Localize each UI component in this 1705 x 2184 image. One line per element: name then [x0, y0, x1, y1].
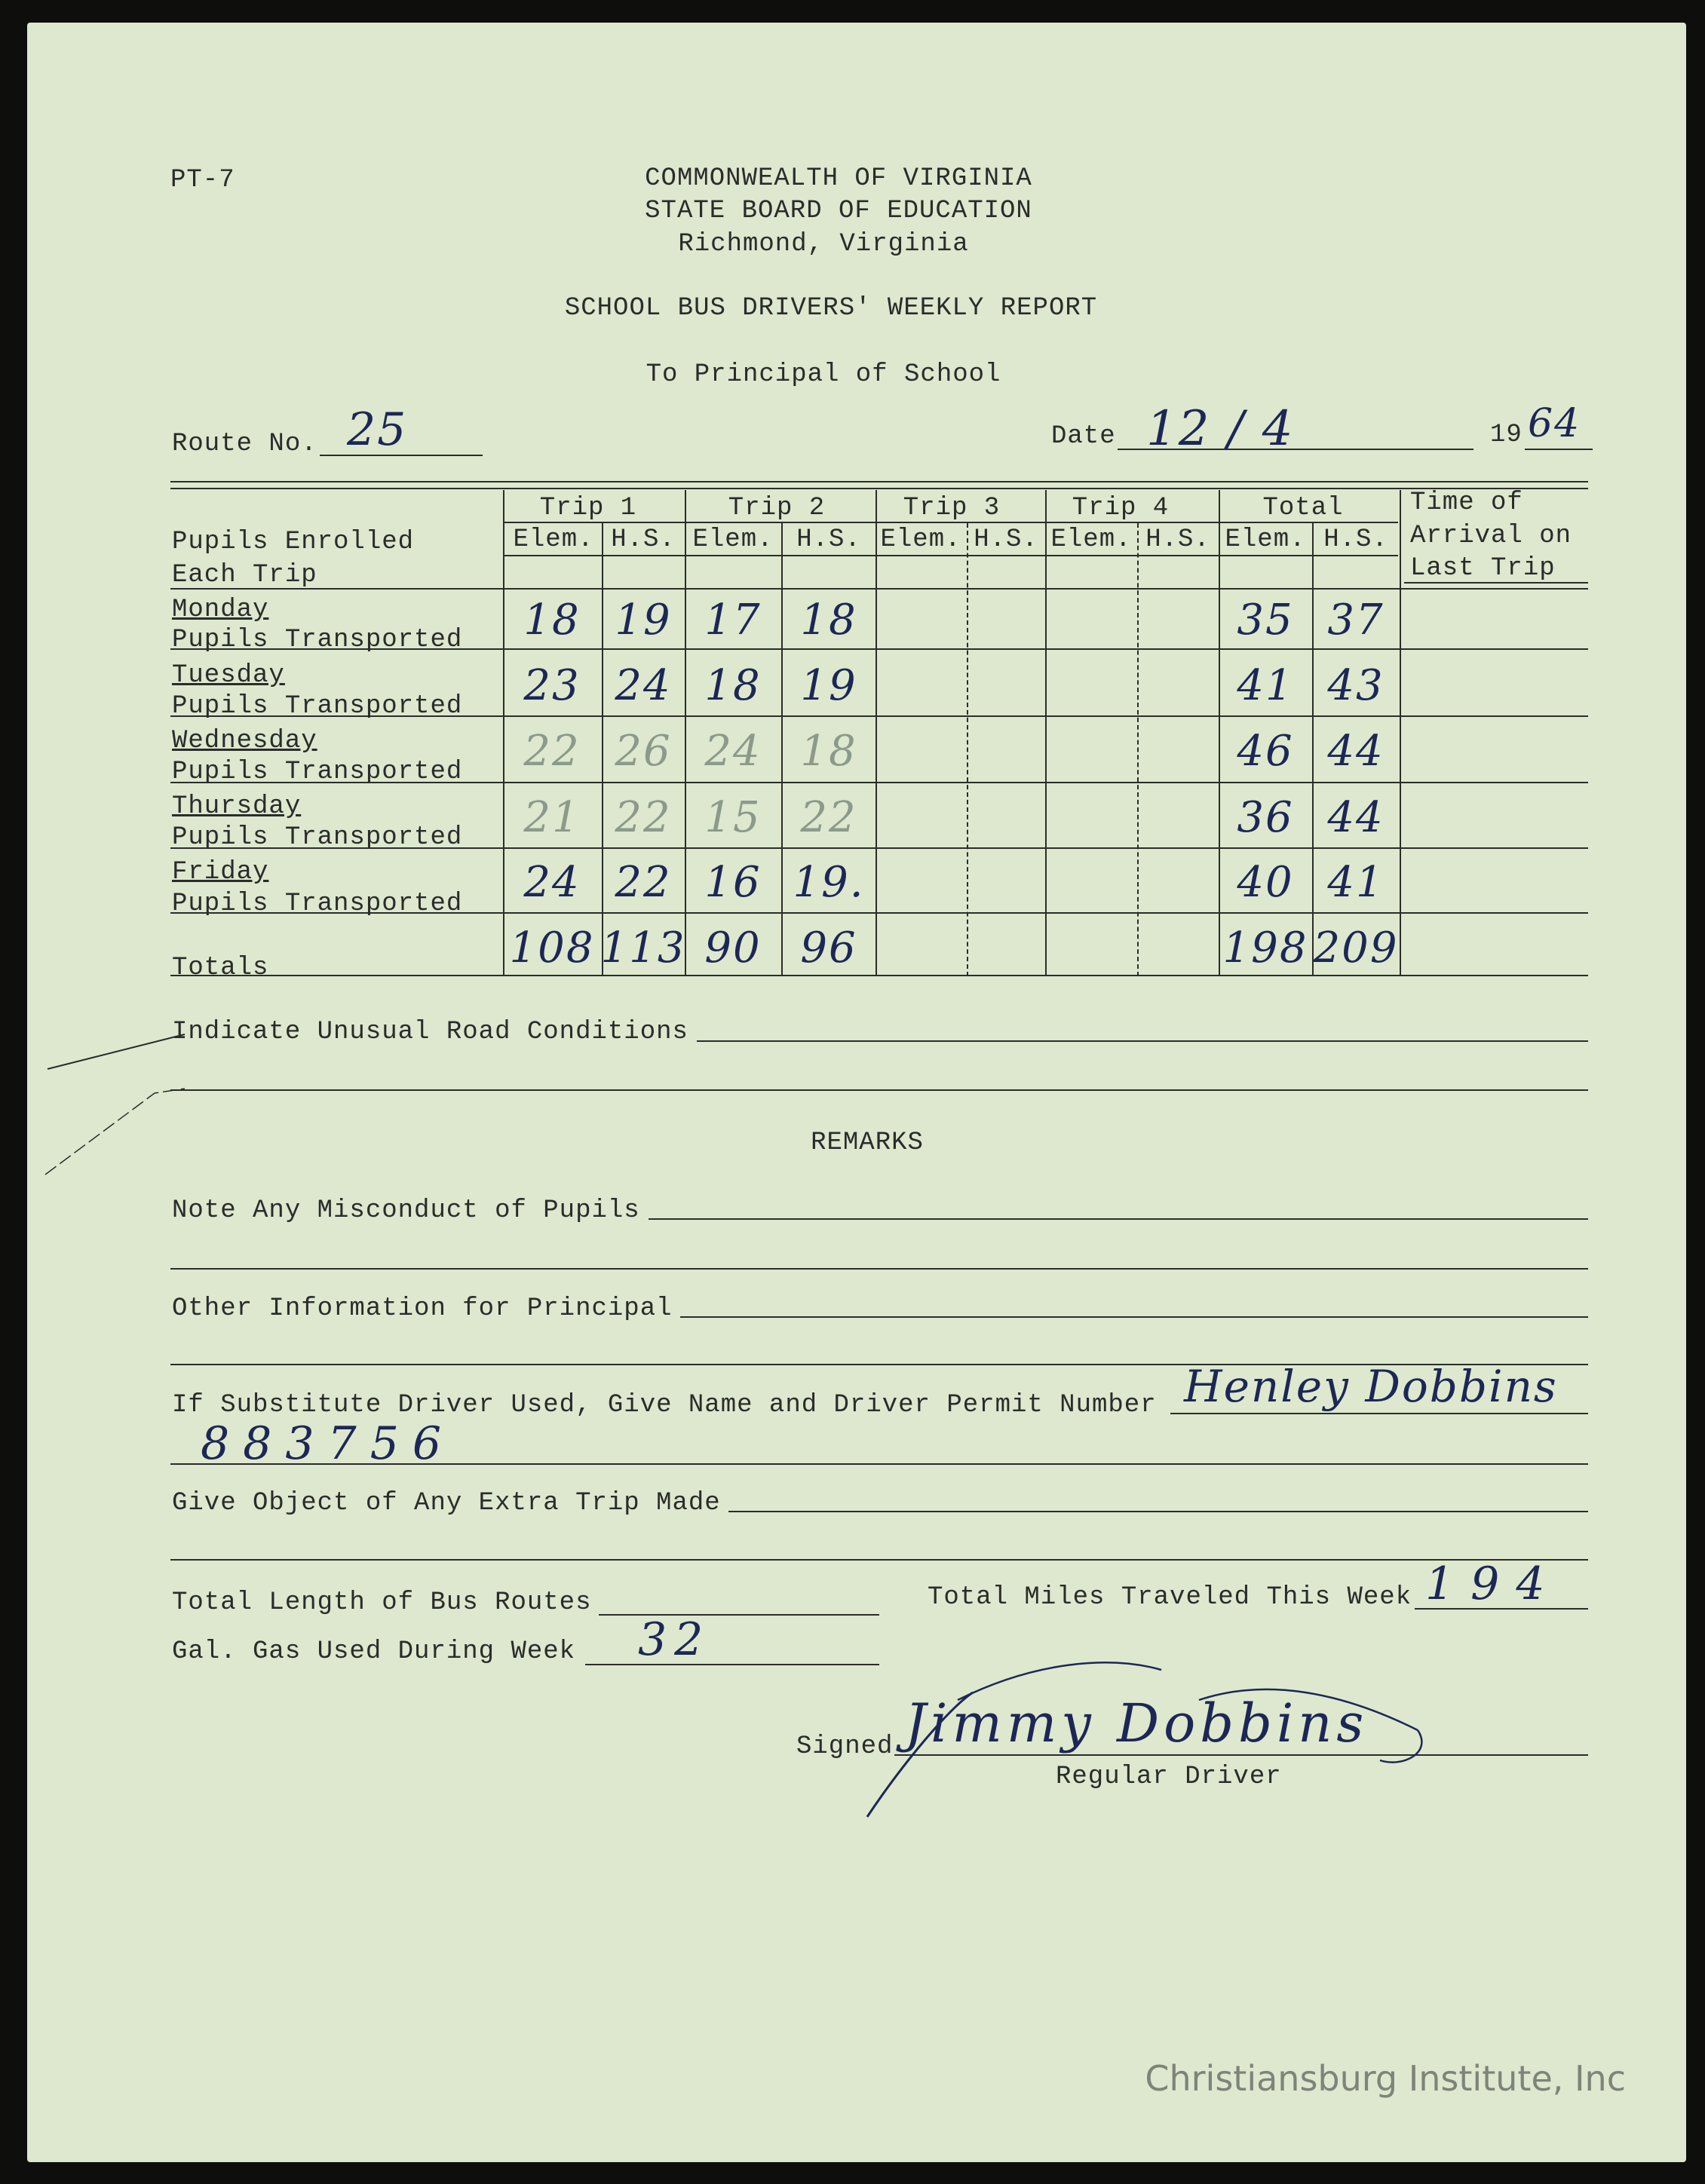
arrival-header-3: Last Trip: [1410, 554, 1556, 583]
table-cell: 23: [523, 661, 581, 710]
table-cell: 22: [615, 793, 672, 842]
table-cell: 44: [1327, 727, 1385, 776]
gas-label: Gal. Gas Used During Week: [172, 1637, 576, 1666]
arrival-header-1: Time of: [1410, 489, 1523, 517]
table-cell: 22: [523, 727, 581, 776]
col-divider-trip4-end: [1219, 490, 1220, 976]
subheader: H.S.: [1145, 525, 1210, 554]
trip-3-header: Trip 3: [903, 494, 1001, 522]
row-label: Pupils Transported: [172, 890, 463, 918]
totals-rule: [170, 975, 1588, 976]
row-label: Pupils Transported: [172, 758, 463, 786]
table-cell: 18: [704, 661, 762, 710]
total-cell: 209: [1313, 924, 1399, 973]
arrival-header-2: Arrival on: [1410, 522, 1572, 550]
col-divider-total-end: [1400, 490, 1401, 976]
report-title: SCHOOL BUS DRIVERS' WEEKLY REPORT: [564, 294, 1098, 323]
road-conditions-line: [697, 1040, 1588, 1042]
subheader-underline: [504, 555, 1398, 556]
subheader: Elem.: [880, 525, 961, 554]
signature-name: Jimmy Dobbins: [905, 1692, 1369, 1754]
enrolled-label-1: Pupils Enrolled: [172, 528, 415, 556]
signed-label: Signed: [796, 1732, 894, 1761]
substitute-line: [1170, 1413, 1588, 1414]
subheader: H.S.: [796, 525, 861, 554]
misconduct-line-2: [170, 1268, 1588, 1270]
extra-trip-line-2: [170, 1559, 1588, 1561]
header-line-2: STATE BOARD OF EDUCATION: [645, 197, 1032, 225]
arrival-header-underline: [1404, 582, 1588, 584]
table-top-rule-2: [170, 488, 1588, 489]
row-day-thursday: Thursday: [172, 792, 302, 821]
header-line-3: Richmond, Virginia: [678, 230, 969, 259]
misconduct-label: Note Any Misconduct of Pupils: [172, 1196, 640, 1225]
subheader: Elem.: [1225, 525, 1306, 554]
year-underline: [1525, 449, 1593, 450]
col-divider-left: [503, 490, 504, 976]
date-label: Date: [1051, 422, 1116, 451]
subheader: Elem.: [1050, 525, 1132, 554]
subheader: H.S.: [974, 525, 1038, 554]
table-cell: 43: [1327, 661, 1385, 710]
row-day-monday: Monday: [172, 596, 269, 624]
table-cell: 46: [1237, 727, 1294, 776]
table-cell: 17: [704, 596, 762, 645]
trip-1-header: Trip 1: [539, 494, 637, 522]
other-info-line: [680, 1316, 1588, 1318]
total-cell: 198: [1222, 924, 1308, 973]
col-divider-trip3-end: [1045, 490, 1047, 976]
route-length-label: Total Length of Bus Routes: [172, 1588, 592, 1617]
pencil-stray-marks: [41, 1025, 238, 1184]
date-value: 12 / 4: [1146, 401, 1295, 457]
watermark: Christiansburg Institute, Inc: [1145, 2058, 1626, 2099]
col-divider-trip4-mid: [1137, 523, 1139, 976]
table-cell: 19: [615, 596, 672, 645]
table-cell: 22: [615, 858, 672, 907]
table-cell: 26: [615, 727, 672, 776]
trip-2-header: Trip 2: [728, 494, 826, 522]
header-line-1: COMMONWEALTH OF VIRGINIA: [645, 164, 1032, 193]
substitute-line-2: [170, 1463, 1588, 1465]
subheader: Elem.: [692, 525, 774, 554]
total-cell: 108: [509, 924, 595, 973]
route-label: Route No.: [172, 430, 317, 458]
other-info-label: Other Information for Principal: [172, 1294, 673, 1323]
miles-value: 194: [1425, 1558, 1562, 1610]
substitute-permit: 883756: [201, 1417, 455, 1470]
gas-value: 32: [638, 1613, 711, 1666]
report-subtitle: To Principal of School: [646, 360, 1001, 389]
row-day-tuesday: Tuesday: [172, 661, 285, 690]
table-cell: 16: [704, 858, 762, 907]
signature-role: Regular Driver: [1056, 1763, 1282, 1791]
signature-flourish: [860, 1647, 1433, 1828]
subheader: H.S.: [611, 525, 676, 554]
total-header: Total: [1262, 494, 1344, 522]
col-divider-total-mid: [1312, 523, 1314, 976]
table-cell: 24: [704, 727, 762, 776]
subheader: Elem.: [513, 525, 594, 554]
row-day-wednesday: Wednesday: [172, 727, 317, 755]
col-divider-trip2-mid: [781, 523, 783, 976]
total-cell: 96: [800, 924, 857, 973]
row-label: Pupils Transported: [172, 823, 463, 852]
form-paper: [27, 23, 1686, 2162]
gas-line: [585, 1664, 879, 1665]
route-value: 25: [347, 403, 408, 456]
misconduct-line: [649, 1218, 1588, 1220]
table-cell: 18: [800, 727, 857, 776]
table-cell: 41: [1327, 858, 1385, 907]
table-cell: 37: [1327, 596, 1385, 645]
col-divider-trip2-end: [875, 490, 877, 976]
table-cell: 24: [615, 661, 672, 710]
table-cell: 18: [523, 596, 581, 645]
table-cell: 24: [523, 858, 581, 907]
form-id: PT-7: [170, 166, 235, 195]
total-cell: 90: [704, 924, 762, 973]
trip-4-header: Trip 4: [1072, 494, 1170, 522]
table-cell: 40: [1237, 858, 1294, 907]
table-cell: 22: [800, 793, 857, 842]
extra-trip-label: Give Object of Any Extra Trip Made: [172, 1489, 721, 1518]
enrolled-label-2: Each Trip: [172, 561, 317, 590]
road-conditions-line-2: [170, 1089, 1588, 1091]
table-cell: 21: [523, 793, 581, 842]
enrolled-row-rule: [170, 588, 1588, 590]
extra-trip-line: [728, 1511, 1588, 1512]
table-cell: 15: [704, 793, 762, 842]
year-prefix: 19: [1490, 421, 1523, 449]
table-cell: 44: [1327, 793, 1385, 842]
totals-label: Totals: [172, 954, 269, 982]
table-cell: 36: [1237, 793, 1294, 842]
miles-label: Total Miles Traveled This Week: [928, 1583, 1412, 1612]
remarks-heading: REMARKS: [811, 1129, 924, 1157]
row-label: Pupils Transported: [172, 692, 463, 721]
year-suffix: 64: [1528, 401, 1581, 446]
table-top-rule: [170, 481, 1588, 482]
table-cell: 19: [800, 661, 857, 710]
table-cell: 35: [1237, 596, 1294, 645]
table-cell: 41: [1237, 661, 1294, 710]
subheader: H.S.: [1323, 525, 1388, 554]
col-divider-trip1-end: [685, 490, 686, 976]
row-day-friday: Friday: [172, 858, 269, 887]
total-cell: 113: [600, 924, 686, 973]
col-divider-trip3-mid: [967, 523, 968, 976]
table-cell: 18: [800, 596, 857, 645]
substitute-name: Henley Dobbins: [1184, 1361, 1558, 1412]
road-conditions-label: Indicate Unusual Road Conditions: [172, 1018, 688, 1046]
substitute-label: If Substitute Driver Used, Give Name and Driver Permit Number: [172, 1391, 1157, 1420]
col-divider-trip1-mid: [602, 523, 603, 976]
row-label: Pupils Transported: [172, 626, 463, 654]
table-cell: 19.: [793, 858, 865, 907]
